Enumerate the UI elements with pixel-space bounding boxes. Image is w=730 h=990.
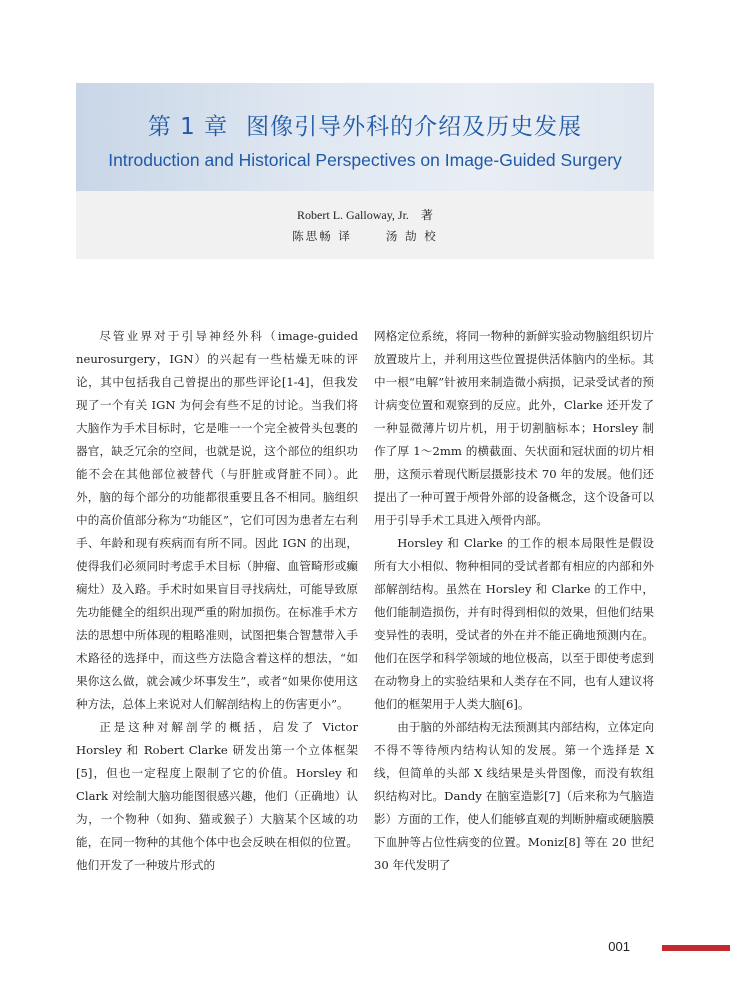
- paragraph: 网格定位系统，将同一物种的新鲜实验动物脑组织切片放置玻片上，并利用这些位置提供活体脑内的坐标。其中一根“电解”针被用来制造微小病损，记录受试者的预计病变位置和观察到的反应。此外，Clarke 还开发了一种显微薄片切片机，用于切割脑标本；Horsley 制作了厚 1～2mm 的横截面、矢状面和冠状面的切片相册，这预示着现代断层摄影技术 70 年的发展。他们还提出了一种可置于颅骨外部的设备概念，这个设备可以用于引导手术工具进入颅骨内部。: [374, 329, 654, 527]
- credit-band: [76, 191, 654, 259]
- translator-line: [76, 228, 654, 244]
- paragraph: Horsley 和 Clarke 的工作的根本局限性是假设所有大小相似、物种相同的受试者都有相应的内部和外部解剖结构。虽然在 Horsley 和 Clarke 的工作中，他们能制造损伤，并有时得到相似的效果，但他们结果变异性的表明，受试者的外在并不能正确地预测内在。他们在医学和科学领域的地位极高，以至于即使考虑到在动物身上的实验结果和人类存在不同，也有人建议将他们的框架用于人类大脑[6]。: [374, 536, 654, 711]
- paragraph: 尽管业界对于引导神经外科（image-guided neurosurgery，IGN）的兴起有一些枯燥无味的评论，其中包括我自己曾提出的那些评论[1-4]，但我发现了一个有关 IGN 为何会有些不足的讨论。当我们将大脑作为手术目标时，它是唯一一个完全被骨头包裹的器官，缺乏冗余的空间，也就是说，这个部位的组织功能不会在其他部位被替代（与肝脏或肾脏不同）。此外，脑的每个部分的功能都很重要且各不相同。脑组织中的高价值部分称为“功能区”，它们可因为患者左右利手、年龄和现有疾病而有所不同。因此 IGN 的出现，使得我们必须同时考虑手术目标（肿瘤、血管畸形或癫痫灶）及入路。手术时如果盲目寻找病灶，可能导致原先功能健全的组织出现严重的附加损伤。在标准手术方法的思想中所体现的粗略准则，试图把集合智慧带入手术路径的选择中，而这些方法隐含着这样的想法，“如果你这么做，就会减少坏事发生”，或者“如果你使用这种方法，总体上来说对人们解剖结构上的伤害更小”。: [76, 329, 358, 711]
- translator-role: 译: [338, 229, 352, 243]
- author-role: 著: [420, 208, 433, 222]
- paragraph: 正是这种对解剖学的概括，启发了 Victor Horsley 和 Robert Clarke 研发出第一个立体框架[5]，但也一定程度上限制了它的价值。Horsley 和 Clark 对绘制大脑功能图很感兴趣，他们（正确地）认为，一个物种（如狗、猫或猴子）大脑某个区域的功能，在同一物种的其他个体中也会反映在相似的位置。他们开发了一种玻片形式的: [76, 720, 358, 872]
- body-column-left: [76, 325, 358, 877]
- author-name: Robert L. Galloway, Jr.: [297, 208, 409, 222]
- chapter-label: 第 1 章: [147, 114, 229, 140]
- body-column-right: [374, 325, 654, 877]
- reviewer-role: 校: [424, 229, 438, 243]
- chapter-title-en: Introduction and Historical Perspectives on Image-Guided Surgery: [108, 150, 622, 170]
- author-line: [76, 206, 654, 223]
- chapter-title: [76, 108, 654, 141]
- footer-accent-bar: [662, 945, 730, 951]
- paragraph: 由于脑的外部结构无法预测其内部结构，立体定向不得不等待颅内结构认知的发展。第一个选择是 X 线，但简单的头部 X 线结果是头骨图像，而没有软组织结构对比。Dandy 在脑室造影[7]（后来称为气脑造影）方面的工作，使人们能够直观的判断肿瘤或硬脑膜下血肿等占位性病变的位置。Moniz[8] 等在 20 世纪 30 年代发明了: [374, 720, 654, 872]
- reviewer-name: 汤 劼: [385, 229, 419, 243]
- page-number: 001: [608, 939, 630, 954]
- chapter-title-cn: 图像引导外科的介绍及历史发展: [246, 114, 583, 140]
- translator-name: 陈思畅: [292, 229, 333, 243]
